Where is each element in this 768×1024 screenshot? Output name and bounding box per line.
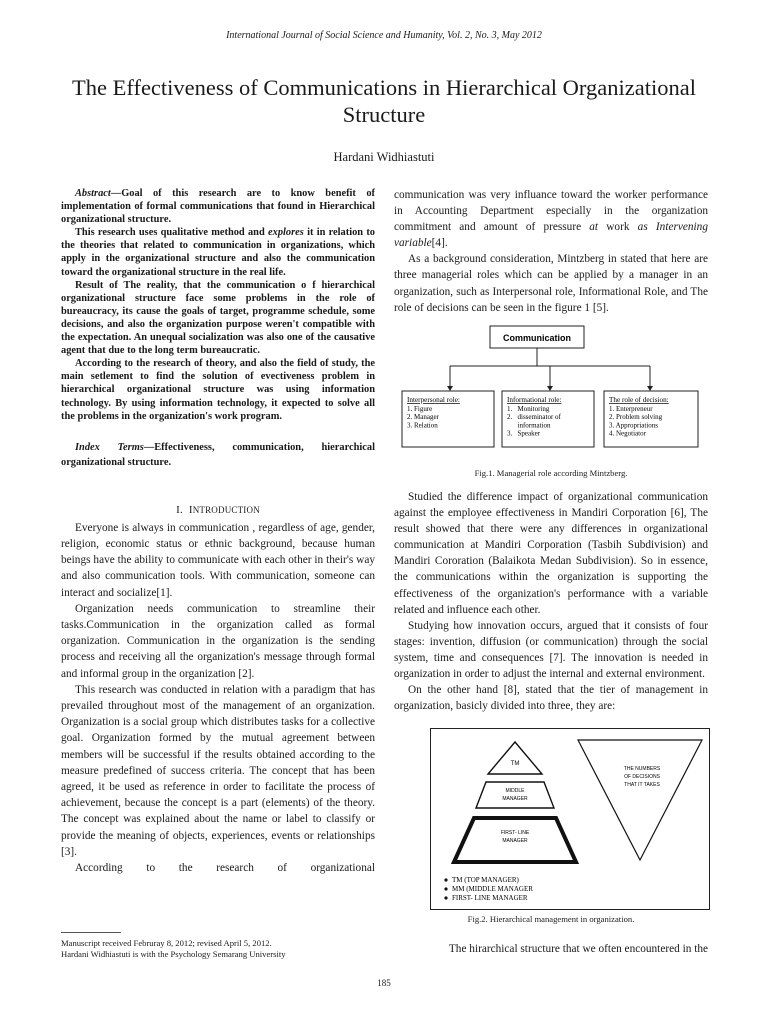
- intro-p3: This research was conducted in relation with a paradigm that has prevailed throughout most of the management of an organization. Organization is a social group which distributes tasks for a collective goal. Organization formed by the mutual agreement between members will be successful if the results obtained according to the measure predefined of success criteria. The concept that has been agreed, it be used as reference in order to facilitate the process of achievement, because the concept is a part (elements) of the theory. The concept was explained about the name or label to classify or provide the meaning of objects, experiences, events or relationships [3].: [61, 683, 375, 858]
- figure-1-caption: Fig.1. Managerial role according Mintzberg.: [474, 468, 628, 478]
- fig1-box-item: 4. Negotiator: [609, 429, 646, 438]
- section-heading-introduction: [61, 504, 375, 516]
- fig2-decisions-label-2: OF DECISIONS: [624, 774, 660, 780]
- fig2-middle-label-2: MANAGER: [502, 796, 528, 802]
- abstract-p4: According to the research of theory, and also the field of study, the main setlement to find the solution of evectiveness problem in hierarchical organizational structure was using information technology. By using information technology, it expected to solve all the problems in the organization's work program.: [61, 358, 375, 422]
- fig1-box-heading: The role of decision:: [609, 396, 669, 404]
- fig2-decisions-label-1: THE NUMBERS: [623, 766, 661, 772]
- fig1-arrow: [547, 386, 553, 391]
- fig1-box-heading: Interpersonal role:: [407, 396, 460, 404]
- right-p1: [394, 187, 708, 251]
- fig2-tm-label: TM: [510, 761, 520, 767]
- abstract-p2-a: This research uses qualitative method and: [75, 227, 269, 239]
- paper-title: The Effectiveness of Communications in Hierarchical Organizational Structure: [72, 75, 696, 127]
- fig1-box-item: 3. Speaker: [507, 429, 541, 438]
- fig2-first-label-1: FIRST- LINE: [500, 830, 530, 836]
- index-terms-dash: —: [143, 441, 155, 453]
- right-p3: Studied the difference impact of organizational communication against the employee effectiveness in Mandiri Corporation [6], The result showed that there were any differences in organizational communication at Mandiri Corporation (Tasbih Subdivision) and Mandiri Cororation (Balaikota Medan Subdivision). So in essence, the communications within the organization is supporting the effectiveness of the organization's performance with a variable related and influence each other.: [394, 491, 708, 616]
- index-terms-text: Effectiveness, communication, hierarchical organizational structure.: [61, 441, 375, 468]
- section-initial: I: [188, 503, 193, 516]
- fig1-box-item: 1. Enterpreneur: [609, 405, 653, 413]
- author-name: Hardani Widhiastuti: [333, 150, 435, 164]
- index-terms: [61, 440, 375, 470]
- abstract-p2-c: it in relation to the theories that related to communication in organizations, which apply in the organizational structure and also the communication toward the organizational structure in the real life.: [61, 227, 375, 278]
- abstract-dash: —: [110, 188, 122, 199]
- fig1-box-item: 3. Appropriations: [609, 421, 658, 430]
- intro-p4: According to the research of organizational: [75, 861, 375, 874]
- right-p1-a: communication was very influance toward the worker performance in Accounting Department especially in the organization commitment and amount of pressure: [394, 189, 708, 234]
- fig1-top-label: Communication: [502, 333, 572, 343]
- abstract-p3: Result of The reality, that the communication o f hierarchical organizational structure face some problems in the role of bureaucracy, its cause the goals of target, programme schedule, some decisions, and also the organization purpose weren't compatible with the expectation. An unequal socialization was also one of the causative agent that due to the long term bureaucratic.: [61, 279, 375, 357]
- section-rest: NTRODUCTION: [192, 504, 260, 515]
- page-number: 185: [377, 978, 391, 988]
- intro-p1: Everyone is always in communication , regardless of age, gender, religion, economic status or ethnic background, because human beings have the ability to communicate with each other in their's way and also communication tools. With communication, someone can interact and socialize[1].: [61, 521, 375, 599]
- fig1-arrow: [447, 386, 453, 391]
- left-column: [61, 187, 375, 876]
- fig2-middle-manager-tier: [476, 782, 554, 808]
- right-p1-d: as Intervening variable: [394, 221, 708, 250]
- abstract-p1-text: Goal of this research are to know benefit of implementation of formal communications that found in Hierarchical organizational structure.: [61, 188, 375, 226]
- fig1-box-item: 1. Monitoring: [507, 405, 550, 413]
- right-p5: On the other hand [8], stated that the tier of management in organization, basicly divided into three, they are:: [394, 684, 708, 713]
- intro-p2: Organization needs communication to streamline their tasks.Communication in the organization called as formal organization. Communication in the organization is the sending process and receiving all the organization's message through formal and informal group in the organization [2].: [61, 602, 375, 680]
- fig1-box-item: 1. Figure: [407, 405, 433, 413]
- fig1-box-item: 3. Relation: [407, 421, 438, 430]
- abstract-p2: [61, 226, 375, 278]
- index-terms-lead: Index Terms: [75, 441, 144, 453]
- footnote-line-2: Hardani Widhiastuti is with the Psychology Semarang University: [61, 949, 286, 959]
- abstract-p2-b: explores: [268, 227, 304, 239]
- fig2-legend-bullet: [444, 887, 447, 890]
- fig1-arrow: [647, 386, 653, 391]
- abstract: [61, 187, 375, 423]
- journal-header: International Journal of Social Science and Humanity, Vol. 2, No. 3, May 2012: [226, 30, 542, 41]
- fig2-legend-bullet: [444, 878, 447, 881]
- right-p1-e: [4].: [431, 237, 448, 250]
- fig2-legend-2: MM (MIDDLE MANAGER: [452, 885, 533, 893]
- fig2-decisions-label-3: THAT IT TAKES: [624, 782, 660, 788]
- fig1-box-item: 2. disseminator of: [507, 413, 561, 422]
- introduction-body: [61, 520, 375, 876]
- right-p4: Studying how innovation occurs, argued that it consists of four stages: invention, diffusion (or communication) through the social system, time and consequences [7]. The innovation is needed in organization in order to adjust the internal and external environment.: [394, 619, 708, 681]
- figure-1-mintzberg-roles: [400, 318, 700, 452]
- footnote-rule: [61, 932, 121, 933]
- right-column-middle: [394, 489, 708, 714]
- fig1-box-item: 2. Manager: [407, 413, 439, 422]
- right-column-top: [394, 187, 708, 316]
- fig1-box-heading: Informational role:: [507, 396, 562, 404]
- right-p2: As a background consideration, Mintzberg in stated that here are three managerial roles which can be applied by a manager in an organization, such as Interpersonal role, Informational Role, and The role of decisions can be seen in the figure 1 [5].: [394, 253, 708, 314]
- fig2-legend-1: TM (TOP MANAGER): [452, 876, 519, 884]
- right-p1-c: work: [598, 221, 638, 234]
- right-last-line: The hirarchical structure that we often encountered in the: [448, 943, 708, 955]
- fig2-legend-bullet: [444, 896, 447, 899]
- fig1-box-item: 2. Problem solving: [609, 413, 663, 422]
- figure-2-hierarchy: [430, 728, 710, 910]
- fig1-box-item: information: [507, 421, 551, 430]
- section-number: I.: [176, 503, 183, 516]
- abstract-lead: Abstract: [75, 188, 111, 199]
- fig2-first-label-2: MANAGER: [502, 838, 528, 844]
- figure-2-caption: Fig.2. Hierarchical management in organization.: [467, 914, 635, 924]
- footnote: [61, 938, 381, 960]
- fig2-legend-3: FIRST- LINE MANAGER: [452, 894, 528, 902]
- right-p1-b: at: [589, 221, 599, 234]
- abstract-p1: [61, 187, 375, 226]
- footnote-line-1: Manuscript received Februray 8, 2012; revised April 5, 2012.: [61, 938, 272, 948]
- fig2-middle-label-1: MIDDLE: [505, 788, 525, 794]
